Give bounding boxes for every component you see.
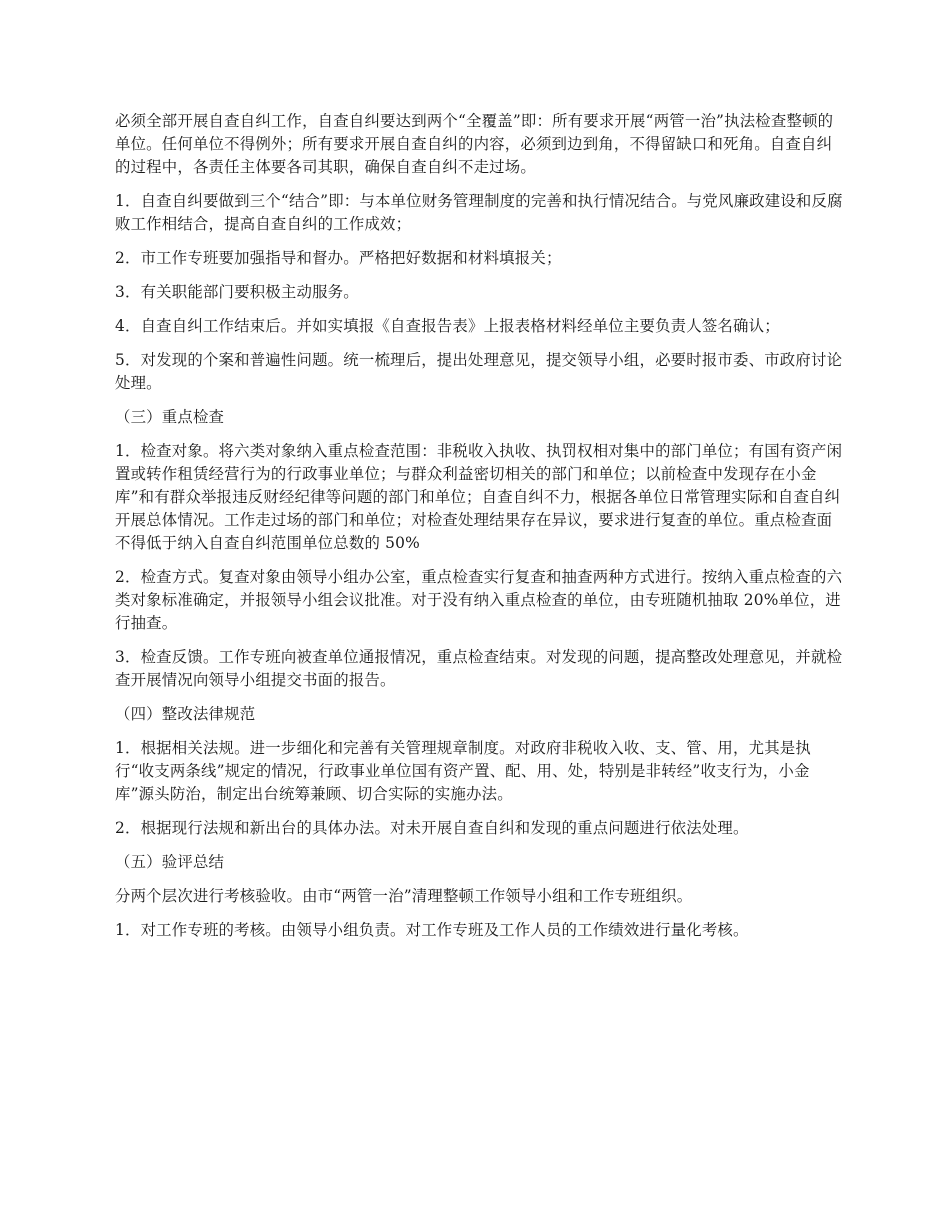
paragraph-inspection-method: 2．检查方式。复查对象由领导小组办公室，重点检查实行复查和抽查两种方式进行。按纳入重点检查的六类对象标准确定，并报领导小组会议批准。对于没有纳入重点检查的单位，由专班随机抽取 20%单位，进行抽查。 bbox=[115, 568, 843, 632]
section-heading-key-inspection: （三）重点检查 bbox=[115, 408, 225, 426]
paragraph-regulations-refinement: 1．根据相关法规。进一步细化和完善有关管理规章制度。对政府非税收入收、支、管、用，尤其是执行“收支两条线”规定的情况，行政事业单位国有资产置、配、用、处，特别是非转经”收支行为，小金库”源头防治，制定出台统筹兼顾、切合实际的实施办法。 bbox=[115, 739, 811, 803]
document-body bbox=[115, 110, 843, 953]
paragraph-two-level-assessment: 分两个层次进行考核验收。由市“两管一治”清理整顿工作领导小组和工作专班组织。 bbox=[115, 887, 693, 905]
paragraph-task-force-assessment: 1．对工作专班的考核。由领导小组负责。对工作专班及工作人员的工作绩效进行量化考核。 bbox=[115, 921, 749, 939]
section-heading-rectification: （四）整改法律规范 bbox=[115, 705, 256, 723]
paragraph-item-3-service: 3．有关职能部门要积极主动服务。 bbox=[115, 283, 359, 301]
paragraph-item-4-report-form: 4．自查自纠工作结束后。并如实填报《自查报告表》上报表格材料经单位主要负责人签名确认； bbox=[115, 317, 780, 335]
section-heading-evaluation-summary: （五）验评总结 bbox=[115, 853, 225, 871]
paragraph-inspection-targets: 1．检查对象。将六类对象纳入重点检查范围：非税收入执收、执罚权相对集中的部门单位；有国有资产闲置或转作租赁经营行为的行政事业单位；与群众利益密切相关的部门和单位；以前检查中发现存在小金库”和有群众举报违反财经纪律等问题的部门和单位；自查自纠不力，根据各单位日常管理实际和自查自纠开展总体情况。工作走过场的部门和单位；对检查处理结果存在异议，要求进行复查的单位。重点检查面不得低于纳入自查自纠范围单位总数的 50% bbox=[115, 442, 843, 552]
paragraph-item-1-three-combinations: 1．自查自纠要做到三个“结合”即：与本单位财务管理制度的完善和执行情况结合。与党风廉政建设和反腐败工作相结合，提高自查自纠的工作成效； bbox=[115, 192, 843, 233]
paragraph-inspection-feedback: 3．检查反馈。工作专班向被查单位通报情况，重点检查结束。对发现的问题，提高整改处理意见，并就检查开展情况向领导小组提交书面的报告。 bbox=[115, 648, 843, 689]
paragraph-self-check-coverage: 必须全部开展自查自纠工作，自查自纠要达到两个“全覆盖”即：所有要求开展“两管一治”执法检查整顿的单位。任何单位不得例外；所有要求开展自查自纠的内容，必须到边到角，不得留缺口和死角。自查自纠的过程中，各责任主体要各司其职，确保自查自纠不走过场。 bbox=[115, 112, 834, 176]
paragraph-item-5-issues: 5．对发现的个案和普遍性问题。统一梳理后，提出处理意见，提交领导小组，必要时报市委、市政府讨论处理。 bbox=[115, 351, 843, 392]
paragraph-legal-handling: 2．根据现行法规和新出台的具体办法。对未开展自查自纠和发现的重点问题进行依法处理。 bbox=[115, 819, 749, 837]
paragraph-item-2-guidance: 2．市工作专班要加强指导和督办。严格把好数据和材料填报关； bbox=[115, 249, 562, 267]
